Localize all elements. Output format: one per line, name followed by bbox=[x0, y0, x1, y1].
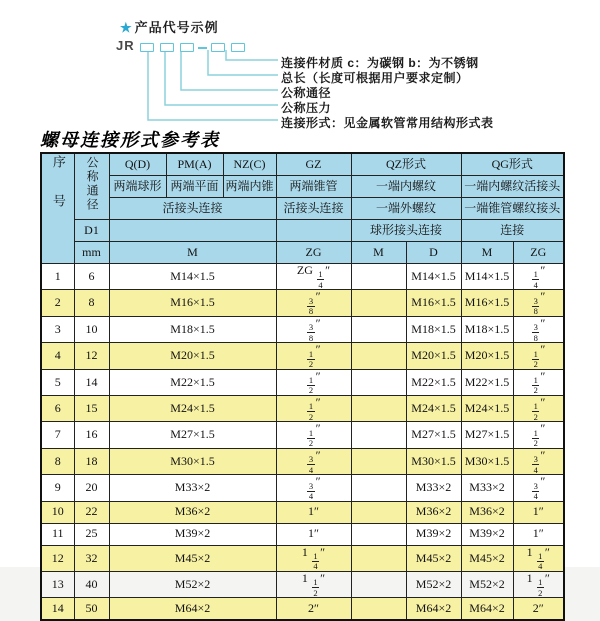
header-qz-sub2: 一端外螺纹 bbox=[351, 198, 461, 220]
cell-qg-m: M27×1.5 bbox=[461, 422, 513, 448]
cell-qz-d: M33×2 bbox=[406, 475, 461, 501]
cell-seq: 8 bbox=[41, 448, 74, 474]
cell-qz-d: M36×2 bbox=[406, 501, 461, 523]
cell-qz-d: M64×2 bbox=[406, 598, 461, 621]
cell-qg-m: M16×1.5 bbox=[461, 290, 513, 316]
cell-qg-m: M52×2 bbox=[461, 571, 513, 597]
cell-seq: 1 bbox=[41, 264, 74, 290]
cell-gz-zg: $\frac{3}{4}$ ″ bbox=[276, 475, 351, 501]
table-row bbox=[41, 598, 564, 621]
table-row bbox=[41, 523, 564, 545]
code-box-5 bbox=[231, 43, 245, 52]
dash-icon bbox=[198, 47, 207, 49]
table-row bbox=[41, 343, 564, 369]
cell-mm: 15 bbox=[74, 395, 109, 421]
cell-qg-zg: $\frac{3}{8}$ ″ bbox=[513, 316, 564, 342]
diagram-heading bbox=[120, 17, 219, 36]
cell-qz-d: M27×1.5 bbox=[406, 422, 461, 448]
cell-mm: 8 bbox=[74, 290, 109, 316]
code-prefix: JR bbox=[116, 38, 135, 53]
cell-gz-zg: 1″ bbox=[276, 523, 351, 545]
table-row bbox=[41, 395, 564, 421]
cell-gz-zg: 1 $\frac{1}{2}$ ″ bbox=[276, 571, 351, 597]
header-m-big: M bbox=[109, 242, 276, 264]
header-seq-text: 序号 bbox=[50, 154, 66, 233]
cell-qg-zg: $\frac{1}{2}$ ″ bbox=[513, 422, 564, 448]
cell-m: M64×2 bbox=[109, 598, 276, 621]
table-row bbox=[41, 448, 564, 474]
cell-qg-m: M36×2 bbox=[461, 501, 513, 523]
cell-qg-m: M22×1.5 bbox=[461, 369, 513, 395]
header-pm-sub: 两端平面 bbox=[166, 176, 223, 198]
header-nz-sub: 两端内锥 bbox=[223, 176, 276, 198]
cell-m: M16×1.5 bbox=[109, 290, 276, 316]
cell-qg-zg: $\frac{3}{8}$ ″ bbox=[513, 290, 564, 316]
cell-qz-m bbox=[351, 598, 406, 621]
cell-mm: 40 bbox=[74, 571, 109, 597]
header-qg-sub2: 一端锥管螺纹接头 bbox=[461, 198, 564, 220]
cell-seq: 9 bbox=[41, 475, 74, 501]
cell-gz-zg: 2″ bbox=[276, 598, 351, 621]
header-gz-union: 活接头连接 bbox=[276, 198, 351, 220]
cell-qg-zg: 1″ bbox=[513, 501, 564, 523]
cell-m: M24×1.5 bbox=[109, 395, 276, 421]
cell-qg-zg: $\frac{3}{4}$ ″ bbox=[513, 475, 564, 501]
cell-gz-zg: $\frac{1}{2}$ ″ bbox=[276, 343, 351, 369]
table-row bbox=[41, 571, 564, 597]
cell-m: M45×2 bbox=[109, 545, 276, 571]
cell-qg-m: M20×1.5 bbox=[461, 343, 513, 369]
cell-qg-zg: 2″ bbox=[513, 598, 564, 621]
cell-m: M30×1.5 bbox=[109, 448, 276, 474]
cell-gz-zg: $\frac{3}{8}$ ″ bbox=[276, 316, 351, 342]
cell-mm: 32 bbox=[74, 545, 109, 571]
header-nominal-diameter bbox=[74, 153, 109, 220]
cell-m: M14×1.5 bbox=[109, 264, 276, 290]
table-row bbox=[41, 316, 564, 342]
table-row bbox=[41, 501, 564, 523]
cell-mm: 16 bbox=[74, 422, 109, 448]
header-qz: QZ形式 bbox=[351, 153, 461, 176]
header-gz: GZ bbox=[276, 153, 351, 176]
cell-qg-zg: $\frac{3}{4}$ ″ bbox=[513, 448, 564, 474]
cell-seq: 4 bbox=[41, 343, 74, 369]
header-mm: mm bbox=[74, 242, 109, 264]
cell-qg-zg: $\frac{1}{2}$ ″ bbox=[513, 343, 564, 369]
cell-gz-zg: $\frac{3}{8}$ ″ bbox=[276, 290, 351, 316]
header-qg-zg: ZG bbox=[513, 242, 564, 264]
cell-seq: 3 bbox=[41, 316, 74, 342]
cell-qz-d: M14×1.5 bbox=[406, 264, 461, 290]
label-connection-form: 连接形式：见金属软管常用结构形式表 bbox=[281, 116, 494, 130]
cell-mm: 25 bbox=[74, 523, 109, 545]
header-q: Q(D) bbox=[109, 153, 166, 176]
cell-gz-zg: $\frac{3}{4}$ ″ bbox=[276, 448, 351, 474]
cell-m: M20×1.5 bbox=[109, 343, 276, 369]
cell-seq: 11 bbox=[41, 523, 74, 545]
cell-qg-m: M64×2 bbox=[461, 598, 513, 621]
cell-qz-m bbox=[351, 316, 406, 342]
table-title: 螺母连接形式参考表 bbox=[40, 130, 220, 150]
cell-qz-d: M20×1.5 bbox=[406, 343, 461, 369]
cell-seq: 6 bbox=[41, 395, 74, 421]
cell-mm: 50 bbox=[74, 598, 109, 621]
cell-qg-zg: 1 $\frac{1}{2}$ ″ bbox=[513, 571, 564, 597]
table-row bbox=[41, 264, 564, 290]
star-icon: ★ bbox=[120, 20, 133, 35]
cell-mm: 20 bbox=[74, 475, 109, 501]
header-seq bbox=[41, 153, 74, 264]
cell-m: M52×2 bbox=[109, 571, 276, 597]
cell-gz-zg: $\frac{1}{2}$ ″ bbox=[276, 395, 351, 421]
cell-qz-m bbox=[351, 571, 406, 597]
cell-qz-m bbox=[351, 290, 406, 316]
header-nz: NZ(C) bbox=[223, 153, 276, 176]
code-box-1 bbox=[140, 43, 154, 52]
table-row bbox=[41, 369, 564, 395]
cell-qz-d: M30×1.5 bbox=[406, 448, 461, 474]
cell-qz-m bbox=[351, 501, 406, 523]
diagram-heading-text: 产品代号示例 bbox=[134, 20, 219, 35]
header-nominal-diameter-text: 公称通径 bbox=[85, 155, 100, 212]
cell-qz-m bbox=[351, 422, 406, 448]
cell-mm: 6 bbox=[74, 264, 109, 290]
cell-qg-zg: $\frac{1}{2}$ ″ bbox=[513, 395, 564, 421]
cell-qz-m bbox=[351, 448, 406, 474]
cell-qg-m: M45×2 bbox=[461, 545, 513, 571]
header-pm: PM(A) bbox=[166, 153, 223, 176]
header-gz-sub: 两端锥管 bbox=[276, 176, 351, 198]
label-connector-material: 连接件材质 c：为碳钢 b：为不锈钢 bbox=[281, 56, 479, 70]
cell-qz-d: M22×1.5 bbox=[406, 369, 461, 395]
header-qg-sub3: 连接 bbox=[461, 220, 564, 242]
cell-gz-zg: $\frac{1}{2}$ ″ bbox=[276, 369, 351, 395]
cell-gz-zg: 1″ bbox=[276, 501, 351, 523]
cell-qz-m bbox=[351, 475, 406, 501]
cell-qg-m: M39×2 bbox=[461, 523, 513, 545]
code-box-4 bbox=[211, 43, 225, 52]
table-row bbox=[41, 475, 564, 501]
cell-m: M27×1.5 bbox=[109, 422, 276, 448]
cell-mm: 14 bbox=[74, 369, 109, 395]
cell-qz-d: M18×1.5 bbox=[406, 316, 461, 342]
cell-gz-zg: 1 $\frac{1}{4}$ ″ bbox=[276, 545, 351, 571]
cell-seq: 12 bbox=[41, 545, 74, 571]
cell-qg-zg: 1 $\frac{1}{4}$ ″ bbox=[513, 545, 564, 571]
cell-qg-zg: 1″ bbox=[513, 523, 564, 545]
cell-qz-d: M45×2 bbox=[406, 545, 461, 571]
cell-qz-d: M52×2 bbox=[406, 571, 461, 597]
empty-cell bbox=[109, 220, 276, 242]
cell-qz-m bbox=[351, 395, 406, 421]
header-qg: QG形式 bbox=[461, 153, 564, 176]
nut-connection-reference-table bbox=[40, 152, 565, 621]
cell-qz-d: M16×1.5 bbox=[406, 290, 461, 316]
header-qz-d: D bbox=[406, 242, 461, 264]
cell-qz-m bbox=[351, 264, 406, 290]
cell-qg-zg: $\frac{1}{4}$ ″ bbox=[513, 264, 564, 290]
product-code-diagram bbox=[0, 0, 600, 130]
cell-m: M33×2 bbox=[109, 475, 276, 501]
cell-qg-m: M33×2 bbox=[461, 475, 513, 501]
cell-qz-m bbox=[351, 523, 406, 545]
cell-mm: 22 bbox=[74, 501, 109, 523]
cell-seq: 2 bbox=[41, 290, 74, 316]
cell-gz-zg: $\frac{1}{2}$ ″ bbox=[276, 422, 351, 448]
cell-seq: 5 bbox=[41, 369, 74, 395]
cell-qz-m bbox=[351, 343, 406, 369]
cell-seq: 10 bbox=[41, 501, 74, 523]
cell-qg-m: M14×1.5 bbox=[461, 264, 513, 290]
table-body bbox=[41, 264, 564, 621]
cell-qg-m: M24×1.5 bbox=[461, 395, 513, 421]
empty-cell bbox=[276, 220, 351, 242]
header-d1: D1 bbox=[74, 220, 109, 242]
label-nominal-pressure: 公称压力 bbox=[281, 101, 332, 115]
label-total-length: 总长（长度可根据用户要求定制） bbox=[281, 71, 469, 85]
cell-gz-zg: ZG $\frac{1}{4}$ ″ bbox=[276, 264, 351, 290]
header-qg-m: M bbox=[461, 242, 513, 264]
table-header bbox=[41, 153, 564, 264]
cell-m: M22×1.5 bbox=[109, 369, 276, 395]
code-box-2 bbox=[160, 43, 174, 52]
cell-qz-m bbox=[351, 545, 406, 571]
table-row bbox=[41, 422, 564, 448]
cell-m: M39×2 bbox=[109, 523, 276, 545]
header-union-joint: 活接头连接 bbox=[109, 198, 276, 220]
table-row bbox=[41, 290, 564, 316]
cell-qz-d: M39×2 bbox=[406, 523, 461, 545]
cell-mm: 12 bbox=[74, 343, 109, 369]
code-box-3 bbox=[180, 43, 194, 52]
cell-seq: 14 bbox=[41, 598, 74, 621]
cell-m: M18×1.5 bbox=[109, 316, 276, 342]
cell-qg-m: M18×1.5 bbox=[461, 316, 513, 342]
cell-m: M36×2 bbox=[109, 501, 276, 523]
cell-qg-m: M30×1.5 bbox=[461, 448, 513, 474]
header-qz-sub3: 球形接头连接 bbox=[351, 220, 461, 242]
cell-seq: 13 bbox=[41, 571, 74, 597]
header-q-sub: 两端球形 bbox=[109, 176, 166, 198]
cell-mm: 10 bbox=[74, 316, 109, 342]
header-zg-gz: ZG bbox=[276, 242, 351, 264]
header-qg-sub1: 一端内螺纹活接头 bbox=[461, 176, 564, 198]
cell-qg-zg: $\frac{1}{2}$ ″ bbox=[513, 369, 564, 395]
label-nominal-diameter: 公称通径 bbox=[281, 86, 332, 100]
cell-mm: 18 bbox=[74, 448, 109, 474]
header-qz-sub1: 一端内螺纹 bbox=[351, 176, 461, 198]
header-qz-m: M bbox=[351, 242, 406, 264]
cell-qz-d: M24×1.5 bbox=[406, 395, 461, 421]
cell-qz-m bbox=[351, 369, 406, 395]
table-row bbox=[41, 545, 564, 571]
code-boxes bbox=[140, 43, 251, 52]
cell-seq: 7 bbox=[41, 422, 74, 448]
